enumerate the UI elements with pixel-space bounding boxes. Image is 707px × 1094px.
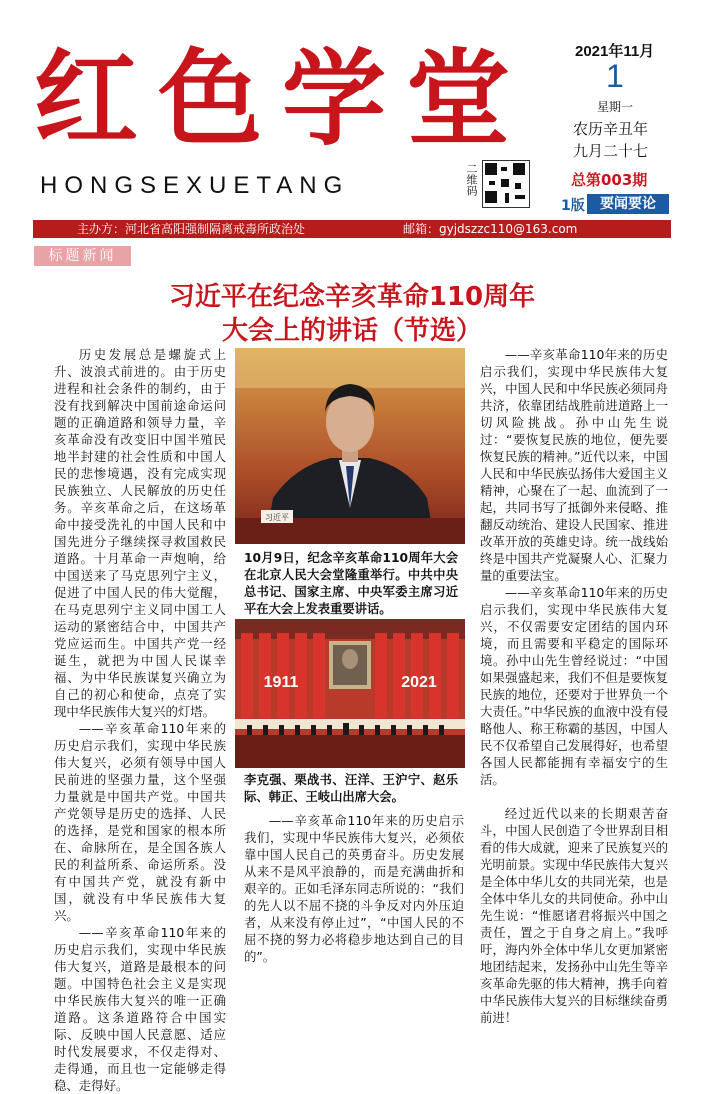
photo-speaker (235, 348, 465, 544)
qr-label: 二维码 (465, 163, 478, 196)
qr-code-icon (482, 160, 530, 208)
edition-number: 1版 (561, 198, 585, 214)
article-column-right (480, 346, 668, 1026)
year-1911-text: 1911 (263, 674, 299, 691)
article-paragraph: ——辛亥革命110年来的历史启示我们，实现中华民族伟大复兴，必须有领导中国人民前进的坚强力量，这个坚强力量就是中国共产党。中国共产党领导是历史的选择、人民的选择，是党和国家的根本所在、命脉所在，是全国各族人民的利益所系、命运所系。没有中国共产党，就没有新中国，就没有中华民族伟大复兴。 (54, 721, 226, 923)
article-paragraph: ——辛亥革命110年来的历史启示我们，实现中华民族伟大复兴，中国人民和中华民族必须同舟共济，依靠团结战胜前进道路上一切风险挑战。孙中山先生说过：“要恢复民族的地位，便先要恢复民族的精神。”近代以来，中国人民和中华民族弘扬伟大爱国主义精神，心聚在了一起、血流到了一起，共同书写了抵御外来侵略、推翻反动统治、建设人民国家、推进改革开放的英雄史诗。统一战线始终是中国共产党凝聚人心、汇聚力量的重要法宝。 (480, 347, 668, 583)
date-day: 1 (606, 58, 624, 94)
email-text: 邮箱：gyjdszzc110@163.com (403, 222, 578, 236)
article-column-left (54, 346, 226, 1094)
headline-line1: 习近平在纪念辛亥革命110周年 (168, 282, 536, 312)
lunar-date-line1: 农历辛丑年 (573, 120, 649, 138)
lunar-date-line2: 九月二十七 (573, 142, 649, 160)
date-year-month: 2021年11月 (575, 43, 655, 60)
masthead-char: 堂 (406, 37, 511, 160)
article-column-middle (244, 812, 464, 965)
masthead-pinyin: HONGSEXUETANG (40, 172, 350, 199)
masthead-title (34, 37, 534, 160)
masthead-char: 色 (158, 37, 263, 160)
article-paragraph: ——辛亥革命110年来的历史启示我们，实现中华民族伟大复兴，道路是最根本的问题。中国特色社会主义是实现中华民族伟大复兴的唯一正确道路。这条道路符合中国实际、反映中国人民意愿、适应时代发展要求，不仅走得对、走得通，而且也一定能够走得稳、走得好。 (54, 925, 226, 1093)
issue-number: 总第003期 (571, 171, 648, 189)
masthead-char: 学 (282, 37, 387, 160)
article-paragraph: ——辛亥革命110年来的历史启示我们，实现中华民族伟大复兴，不仅需要安定团结的国内环境，而且需要和平稳定的国际环境。孙中山先生曾经说过：“中国如果强盛起来，我们不但是要恢复民族的地位，还要对于世界负一个大责任。”中华民族的血液中没有侵略他人、称王称霸的基因，中国人民不仅希望自己发展得好，也希望各国人民都能拥有幸福安宁的生活。 (480, 585, 668, 787)
headline-line2: 大会上的讲话（节选） (221, 316, 482, 346)
article-paragraph: 历史发展总是螺旋式上升、波浪式前进的。由于历史进程和社会条件的制约，由于没有找到解决中国前途命运问题的正确道路和领导力量，辛亥革命没有改变旧中国半殖民地半封建的社会性质和中国人民的悲惨境遇，没有完成实现民族独立、人民解放的历史任务。辛亥革命之后，在这场革命中接受洗礼的中国人民和中国先进分子继续探寻救国救民道路。十月革命一声炮响，给中国送来了马克思列宁主义，促进了中国人民的伟大觉醒，在马克思列宁主义同中国工人运动的紧密结合中，中国共产党应运而生。中国共产党一经诞生，就把为中国人民谋幸福、为中华民族谋复兴确立为自己的初心和使命，点亮了实现中华民族伟大复兴的灯塔。 (54, 347, 226, 719)
photo-conference-hall (235, 619, 465, 768)
article-paragraph: ——辛亥革命110年来的历史启示我们，实现中华民族伟大复兴，必须依靠中国人民自己的英勇奋斗。历史发展从来不是风平浪静的，而是充满曲折和艰辛的。正如毛泽东同志所说的：“我们的先人以不屈不挠的斗争反对内外压迫者，从来没有停止过”，“中国人民的不屈不挠的努力必将稳步地达到自己的目的”。 (244, 813, 464, 964)
column-tag: 标题新闻 (34, 246, 131, 266)
photo1-caption: 10月9日，纪念辛亥革命110周年大会在北京人民大会堂隆重举行。中共中央总书记、国家主席、中央军委主席习近平在大会上发表重要讲话。 (244, 551, 458, 616)
section-name-badge: 要闻要论 (587, 194, 669, 214)
nameplate-text: 习近平 (265, 513, 289, 522)
date-weekday: 星期一 (597, 100, 634, 114)
publisher-banner (33, 220, 671, 238)
year-2021-text: 2021 (401, 674, 437, 691)
masthead-char: 红 (34, 37, 139, 160)
paragraph-spacer (480, 788, 668, 805)
photo2-caption: 李克强、栗战书、汪洋、王沪宁、赵乐际、韩正、王岐山出席大会。 (244, 773, 458, 804)
article-paragraph: 经过近代以来的长期艰苦奋斗，中国人民创造了令世界刮目相看的伟大成就，迎来了民族复兴的光明前景。实现中华民族伟大复兴是全体中华儿女的共同光荣，也是全体中华儿女的共同使命。孙中山先生说：“惟愿诸君将振兴中国之责任，置之于自身之肩上。”我呼吁，海内外全体中华儿女更加紧密地团结起来，发扬孙中山先生等辛亥革命先驱的伟大精神，携手向着中华民族伟大复兴的目标继续奋勇前进！ (480, 806, 668, 1025)
organizer-text: 主办方：河北省高阳强制隔离戒毒所政治处 (77, 222, 306, 236)
